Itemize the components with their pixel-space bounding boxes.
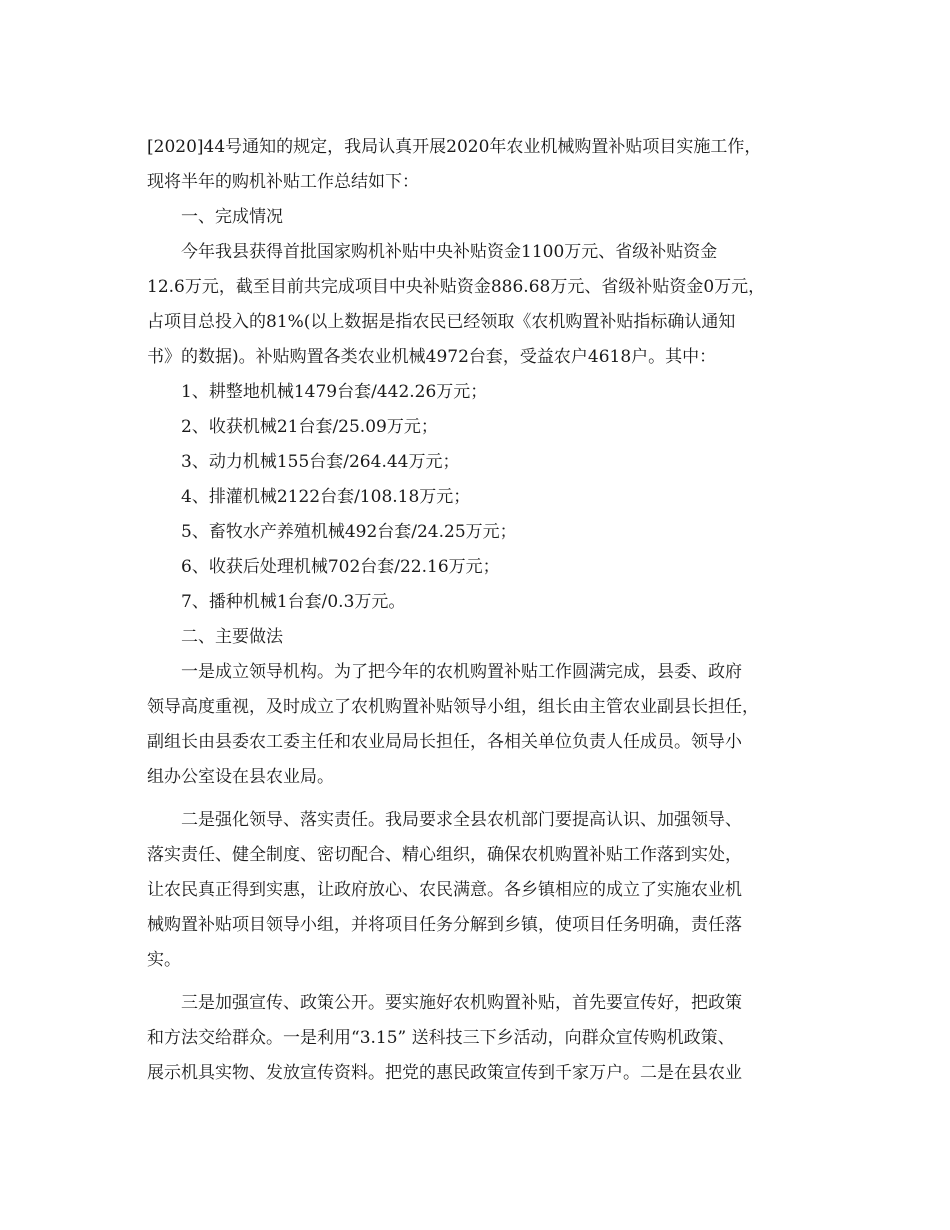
text-line: 12.6万元，截至目前共完成项目中央补贴资金886.68万元、省级补贴资金0万元， xyxy=(147,277,766,297)
paragraph-first-line: 二是强化领导、落实责任。我局要求全县农机部门要提高认识、加强领导、 xyxy=(181,810,742,830)
text-line: 书》的数据)。补贴购置各类农业机械4972台套，受益农户4618户。其中： xyxy=(147,347,717,367)
text-line: 落实责任、健全制度、密切配合、精心组织，确保农机购置补贴工作落到实处， xyxy=(147,845,742,865)
text-line: 让农民真正得到实惠，让政府放心、农民满意。各乡镇相应的成立了实施农业机 xyxy=(147,880,742,900)
text-line: 组办公室设在县农业局。 xyxy=(147,767,334,787)
paragraph-first-line: 5、畜牧水产养殖机械492台套/24.25万元； xyxy=(181,522,517,542)
paragraph-first-line: 今年我县获得首批国家购机补贴中央补贴资金1100万元、省级补贴资金 xyxy=(181,242,718,262)
text-line: 展示机具实物、发放宣传资料。把党的惠民政策宣传到千家万户。二是在县农业 xyxy=(147,1063,742,1083)
paragraph-first-line: 一、完成情况 xyxy=(181,207,283,227)
paragraph-first-line: 二、主要做法 xyxy=(181,627,283,647)
text-line: 械购置补贴项目领导小组，并将项目任务分解到乡镇，使项目任务明确，责任落 xyxy=(147,915,742,935)
paragraph-first-line: 4、排灌机械2122台套/108.18万元； xyxy=(181,487,471,507)
paragraph-first-line: 3、动力机械155台套/264.44万元； xyxy=(181,452,460,472)
text-line: 占项目总投入的81%(以上数据是指农民已经领取《农机购置补贴指标确认通知 xyxy=(147,312,736,332)
paragraph-first-line: 一是成立领导机构。为了把今年的农机购置补贴工作圆满完成，县委、政府 xyxy=(181,662,742,682)
paragraph-first-line: 三是加强宣传、政策公开。要实施好农机购置补贴，首先要宣传好，把政策 xyxy=(181,993,742,1013)
text-line: [2020]44号通知的规定，我局认真开展2020年农业机械购置补贴项目实施工作， xyxy=(147,137,762,157)
document-body xyxy=(147,130,807,1091)
paragraph-gap xyxy=(147,795,807,803)
text-line: 实。 xyxy=(147,950,181,970)
text-line: 副组长由县委农工委主任和农业局局长担任，各相关单位负责人任成员。领导小 xyxy=(147,732,742,752)
paragraph-gap xyxy=(147,978,807,986)
paragraph-first-line: 7、播种机械1台套/0.3万元。 xyxy=(181,592,406,612)
paragraph-first-line: 2、收获机械21台套/25.09万元； xyxy=(181,417,438,437)
paragraph-first-line: 1、耕整地机械1479台套/442.26万元； xyxy=(181,382,488,402)
text-line: 现将半年的购机补贴工作总结如下： xyxy=(147,172,419,192)
text-line: 和方法交给群众。一是利用“3.15” 送科技三下乡活动，向群众宣传购机政策、 xyxy=(147,1028,735,1048)
text-line: 领导高度重视，及时成立了农机购置补贴领导小组，组长由主管农业副县长担任， xyxy=(147,697,759,717)
paragraph-first-line: 6、收获后处理机械702台套/22.16万元； xyxy=(181,557,500,577)
